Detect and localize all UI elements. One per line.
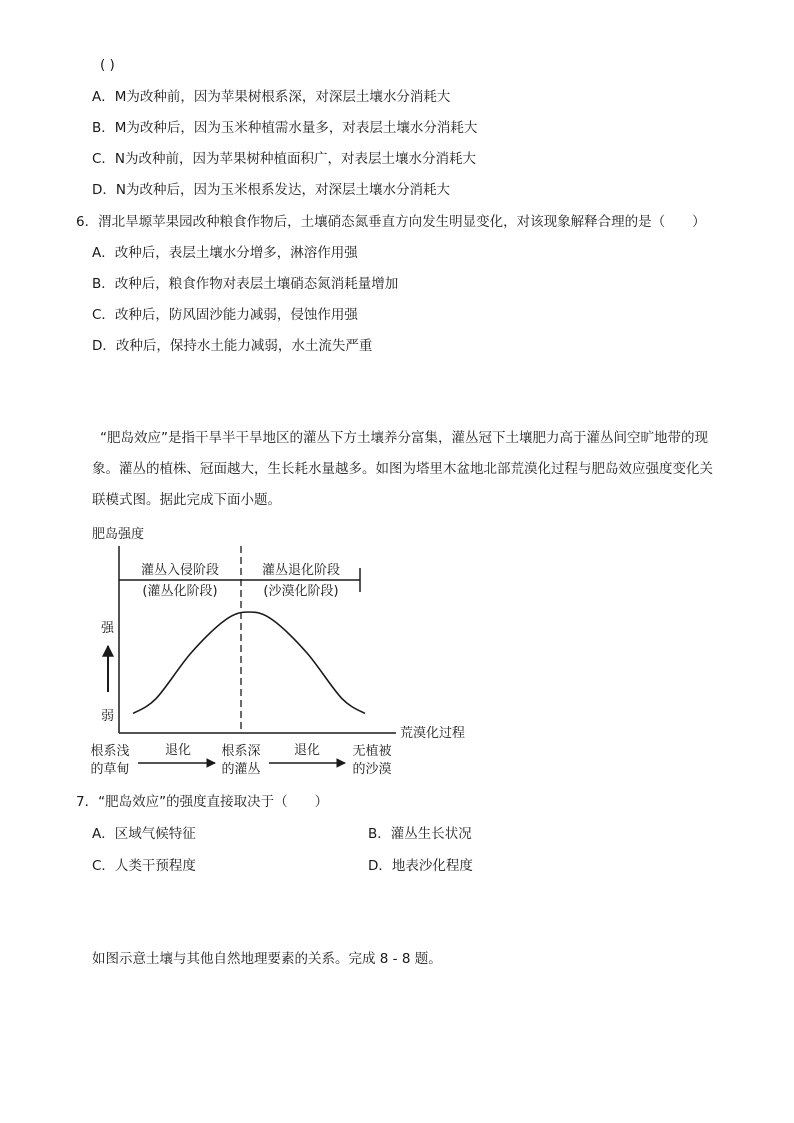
y-high-label: 强 (101, 621, 115, 636)
phase-1-name: 灌丛入侵阶段 (140, 563, 220, 578)
transition-2-label: 退化 (293, 743, 321, 758)
stage-2-line2: 的灌丛 (221, 762, 261, 777)
stage-3-line2: 的沙漠 (352, 762, 392, 777)
fertile-island-curve (133, 612, 365, 714)
q7-option-a: A．区域气候特征 (92, 826, 196, 842)
q5-answer-blank: ( ) (100, 57, 115, 73)
q7-option-c: C．人类干预程度 (92, 858, 196, 874)
passage-fertile-island: “肥岛效应”是指干旱半干旱地区的灌丛下方土壤养分富集，灌丛冠下土壤肥力高于灌丛间空旷地带的现象。灌丛的植株、冠面越大，生长耗水量越多。如图为塔里木盆地北部荒漠化过程与肥岛效应强度变化关联模式图。据此完成下面小题。 (92, 430, 713, 508)
stage-1-line1: 根系浅 (90, 744, 130, 759)
q6-option-b: B．改种后，粮食作物对表层土壤硝态氮消耗量增加 (92, 276, 399, 292)
q7-stem: 7．“肥岛效应”的强度直接取决于（ ） (76, 794, 329, 810)
q6-option-c: C．改种后，防风固沙能力减弱，侵蚀作用强 (92, 307, 358, 323)
phase-1-sub: (灌丛化阶段) (142, 584, 218, 599)
q5-option-a: A．M为改种前，因为苹果树根系深，对深层土壤水分消耗大 (92, 89, 451, 105)
q6-option-a: A．改种后，表层土壤水分增多，淋溶作用强 (92, 245, 358, 261)
q7-option-d: D．地表沙化程度 (368, 858, 473, 874)
q8-intro: 如图示意土壤与其他自然地理要素的关系。完成 8 - 8 题。 (92, 951, 442, 967)
stage-2-line1: 根系深 (221, 744, 261, 759)
x-axis-title: 荒漠化过程 (400, 726, 466, 741)
q5-option-c: C．N为改种前，因为苹果树种植面积广，对表层土壤水分消耗大 (92, 151, 477, 167)
transition-1-label: 退化 (164, 743, 192, 758)
q5-option-d: D．N为改种后，因为玉米根系发达，对深层土壤水分消耗大 (92, 182, 450, 198)
y-low-label: 弱 (101, 709, 115, 724)
stage-3-line1: 无植被 (352, 744, 392, 759)
phase-2-sub: (沙漠化阶段) (263, 584, 339, 599)
q7-option-b: B．灌丛生长状况 (368, 826, 472, 842)
fertile-island-diagram (88, 522, 488, 784)
q5-option-b: B．M为改种后，因为玉米种植需水量多，对表层土壤水分消耗大 (92, 120, 478, 136)
stage-1-line2: 的草甸 (90, 762, 130, 777)
q6-option-d: D．改种后，保持水土能力减弱，水土流失严重 (92, 338, 373, 354)
q6-stem: 6．渭北旱塬苹果园改种粮食作物后，土壤硝态氮垂直方向发生明显变化，对该现象解释合理的是（ ） (76, 214, 706, 230)
phase-2-name: 灌丛退化阶段 (261, 563, 341, 578)
y-axis-title: 肥岛强度 (92, 527, 145, 542)
